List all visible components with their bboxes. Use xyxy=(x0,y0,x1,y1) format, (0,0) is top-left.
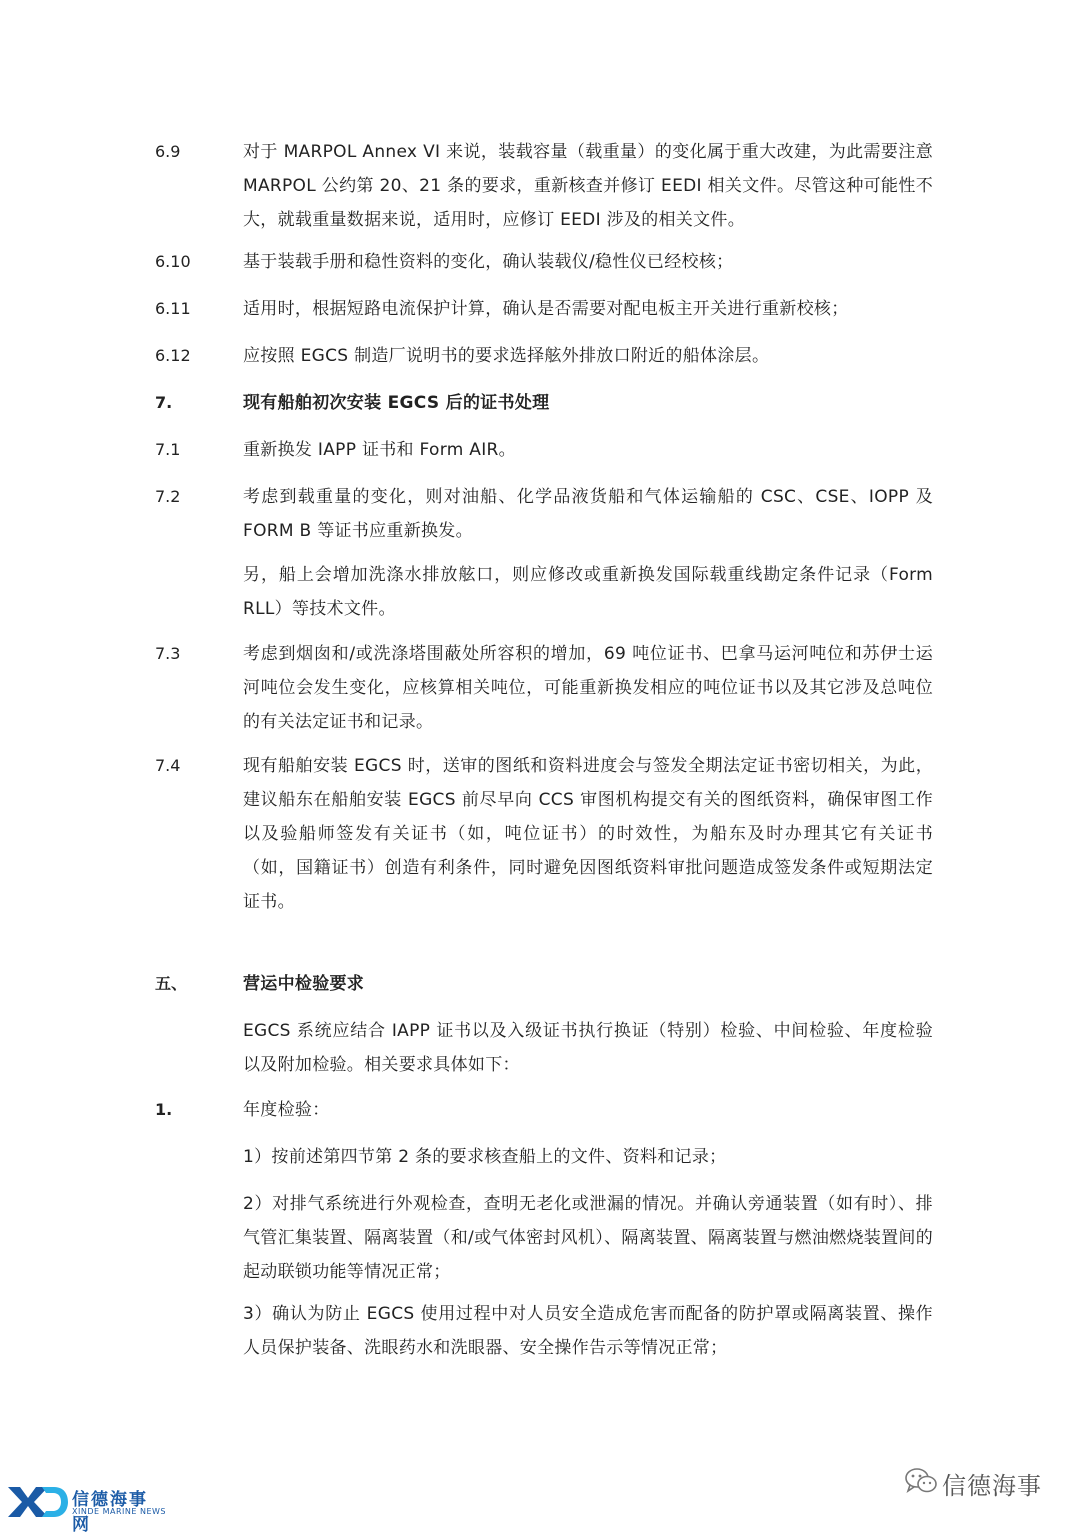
wechat-watermark xyxy=(904,1464,1074,1500)
logo-english-name: XINDE MARINE NEWS xyxy=(72,1507,166,1516)
item-text: 另，船上会增加洗涤水排放舷口，则应修改或重新换发国际载重线勘定条件记录（Form RLL）等技术文件。 xyxy=(243,565,933,619)
xd-logo-icon xyxy=(6,1485,68,1519)
item-text: 年度检验： xyxy=(243,1100,330,1120)
item-text: 适用时，根据短路电流保护计算，确认是否需要对配电板主开关进行重新校核； xyxy=(243,299,849,319)
item-number: 6.10 xyxy=(155,252,191,271)
item-text: 考虑到载重量的变化，则对油船、化学品液货船和气体运输船的 CSC、CSE、IOPP 及 FORM B 等证书应重新换发。 xyxy=(243,487,933,541)
item-number: 7.4 xyxy=(155,756,181,775)
item-text: 考虑到烟囱和/或洗涤塔围蔽处所容积的增加，69 吨位证书、巴拿马运河吨位和苏伊士运河吨位会发生变化，应核算相关吨位，可能重新换发相应的吨位证书以及其它涉及总吨位的有关法定证书和记录。 xyxy=(243,644,933,732)
item-number: 7.1 xyxy=(155,440,181,459)
item-text: 基于装载手册和稳性资料的变化，确认装载仪/稳性仪已经校核； xyxy=(243,252,734,272)
item-number: 7.3 xyxy=(155,644,181,663)
item-number: 6.12 xyxy=(155,346,191,365)
item-text: 2）对排气系统进行外观检查，查明无老化或泄漏的情况。并确认旁通装置（如有时）、排气管汇集装置、隔离装置（和/或气体密封风机）、隔离装置、隔离装置与燃油燃烧装置间的起动联锁功能等情况正常； xyxy=(243,1194,933,1282)
item-number: 6.9 xyxy=(155,142,181,161)
watermark-text: 信德海事 xyxy=(942,1472,1042,1500)
logo-chinese-name: 信德海事网 xyxy=(72,1490,148,1535)
item-text: 应按照 EGCS 制造厂说明书的要求选择舷外排放口附近的船体涂层。 xyxy=(243,346,770,366)
item-text: EGCS 系统应结合 IAPP 证书以及入级证书执行换证（特别）检验、中间检验、年度检验以及附加检验。相关要求具体如下： xyxy=(243,1021,933,1075)
item-text: 1）按前述第四节第 2 条的要求核查船上的文件、资料和记录； xyxy=(243,1147,727,1167)
item-number: 7.2 xyxy=(155,487,181,506)
item-number: 1. xyxy=(155,1100,173,1119)
section-number: 7. xyxy=(155,393,173,412)
item-text: 对于 MARPOL Annex VI 来说，装载容量（载重量）的变化属于重大改建，为此需要注意 MARPOL 公约第 20、21 条的要求，重新核查并修订 EEDI 相关文件。尽管这种可能性不大，就载重量数据来说，适用时，应修订 EEDI 涉及的相关文件。 xyxy=(243,142,933,230)
chapter-title: 营运中检验要求 xyxy=(243,974,365,994)
item-text: 重新换发 IAPP 证书和 Form AIR。 xyxy=(243,440,516,460)
xinde-logo xyxy=(6,1483,166,1535)
section-title: 现有船舶初次安装 EGCS 后的证书处理 xyxy=(243,393,550,413)
chapter-number: 五、 xyxy=(155,974,188,993)
wechat-icon xyxy=(904,1466,938,1496)
item-text: 3）确认为防止 EGCS 使用过程中对人员安全造成危害而配备的防护罩或隔离装置、操作人员保护装备、洗眼药水和洗眼器、安全操作告示等情况正常； xyxy=(243,1304,933,1358)
item-text: 现有船舶安装 EGCS 时，送审的图纸和资料进度会与签发全期法定证书密切相关，为此，建议船东在船舶安装 EGCS 前尽早向 CCS 审图机构提交有关的图纸资料，确保审图工作以及验船师签发有关证书（如，吨位证书）的时效性，为船东及时办理其它有关证书（如，国籍证书）创造有利条件，同时避免因图纸资料审批问题造成签发条件或短期法定证书。 xyxy=(243,756,933,912)
item-number: 6.11 xyxy=(155,299,191,318)
